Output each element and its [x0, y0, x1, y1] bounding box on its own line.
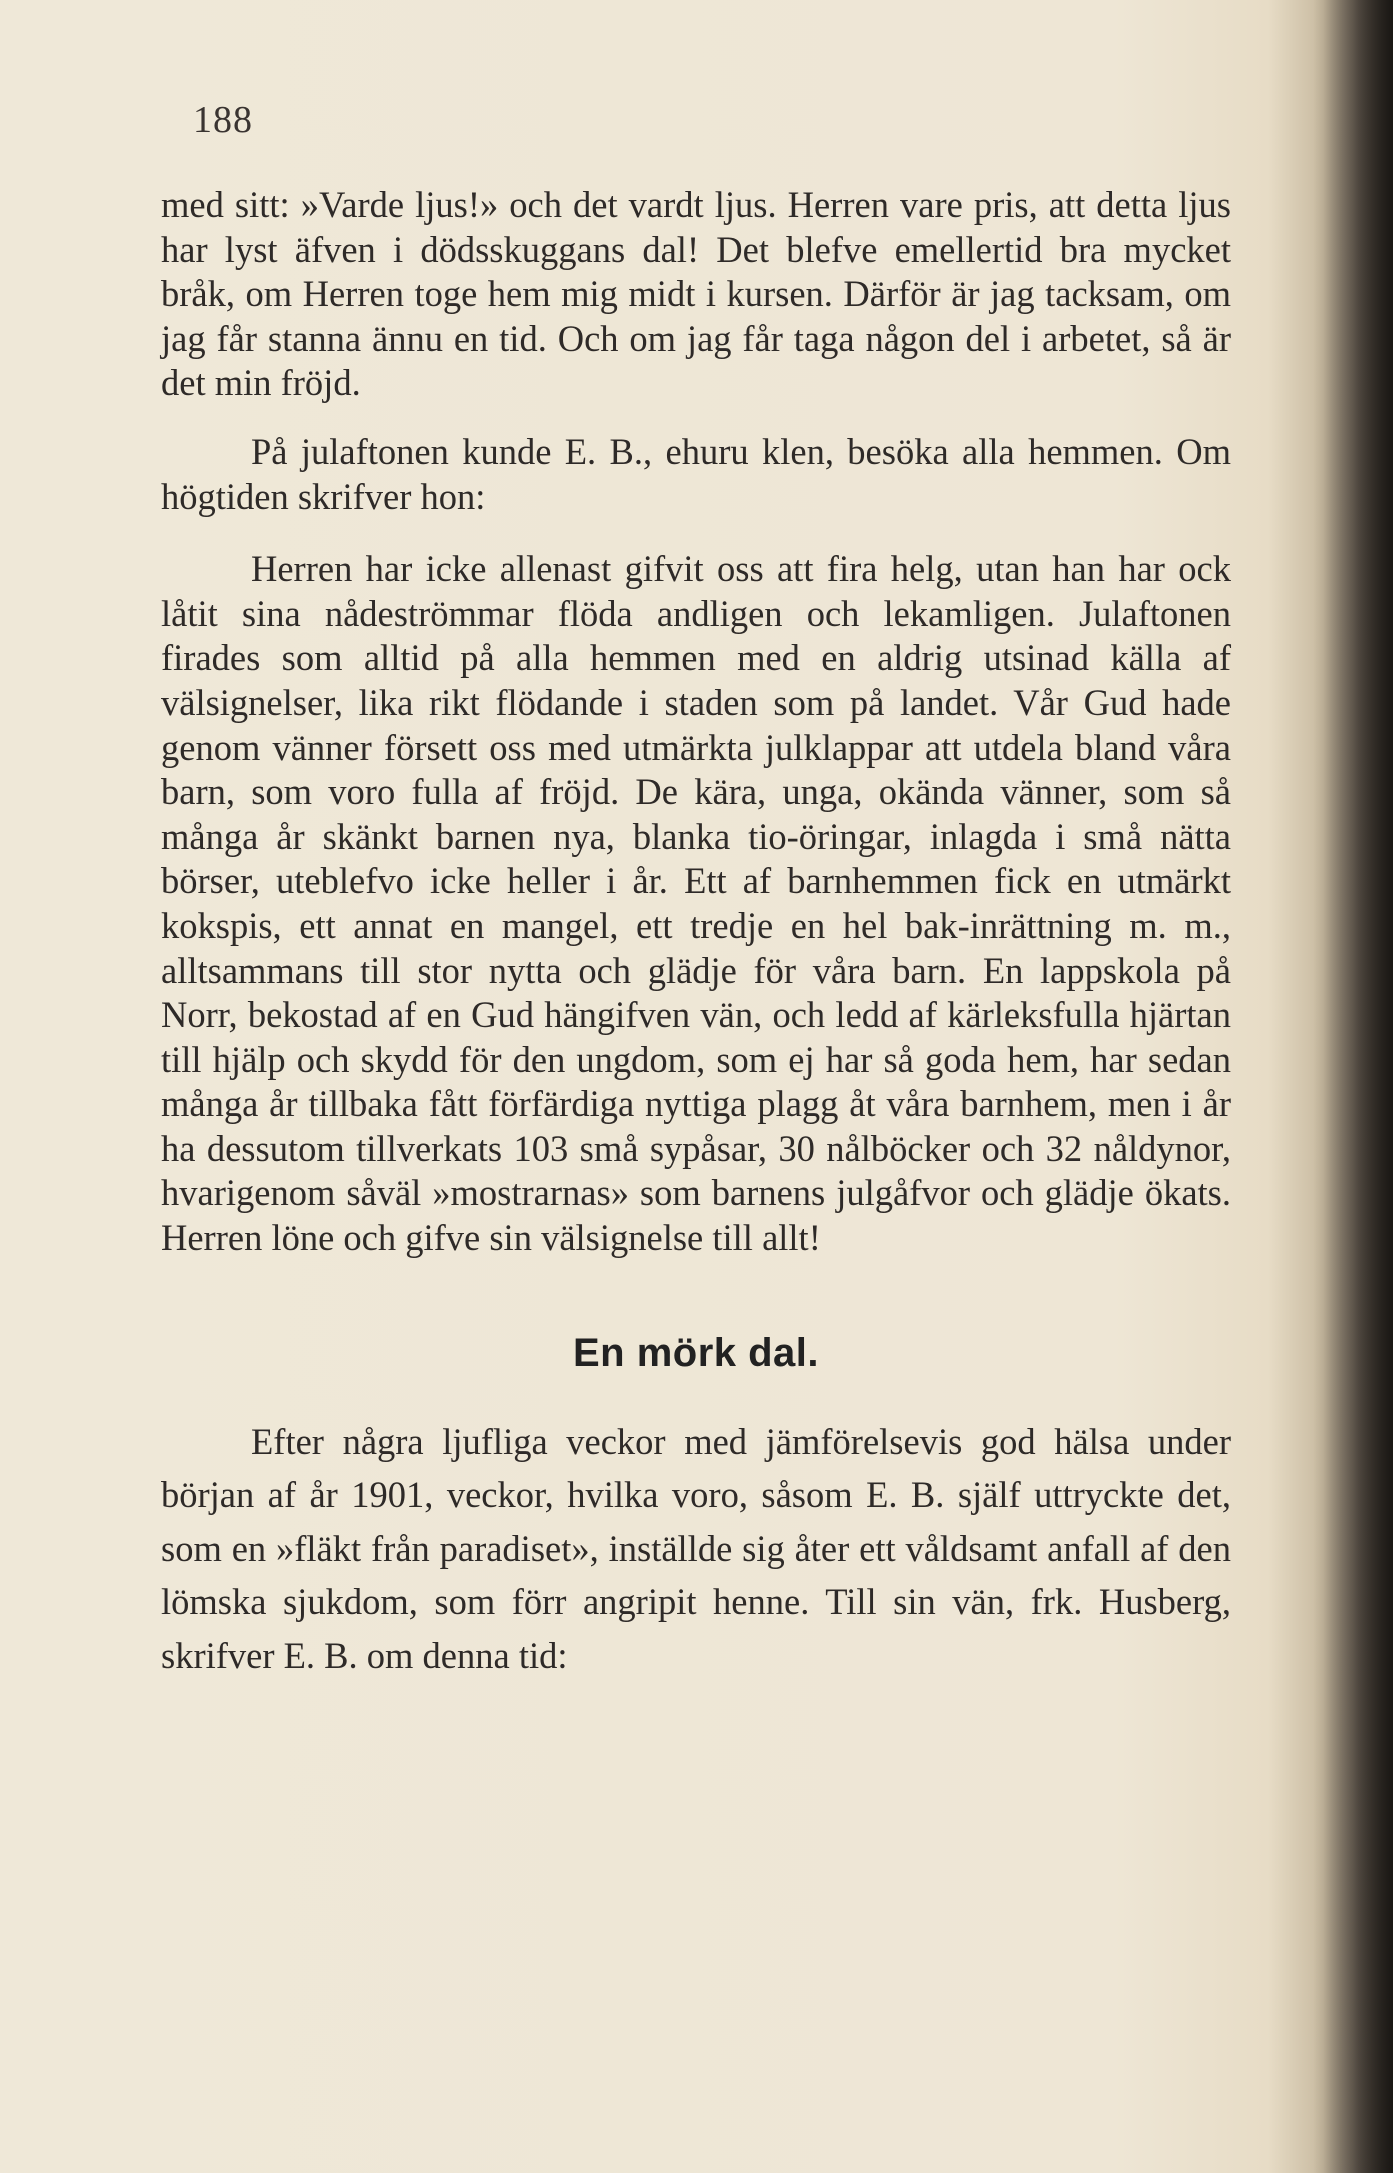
section-body	[161, 1415, 1231, 1683]
paragraph-2: På julaftonen kunde E. B., ehuru klen, besöka alla hemmen. Om högtiden skrifver hon:	[161, 430, 1231, 517]
paragraph-1: med sitt: »Varde ljus!» och det vardt ljus. Herren vare pris, att detta ljus har lyst äfven i dödsskuggans dal! Det blefve emellertid bra mycket bråk, om Herren toge hem mig midt i kursen. Därför är jag tacksam, om jag får stanna ännu en tid. Och om jag får taga någon del i arbetet, så är det min fröjd.	[161, 184, 1231, 404]
paragraph-4: Efter några ljufliga veckor med jämförelsevis god hälsa under början af år 1901, veckor, hvilka voro, såsom E. B. själf uttryckte det, som en »fläkt från paradiset», inställde sig åter ett våldsamt anfall af den lömska sjukdom, som förr angripit henne. Till sin vän, frk. Husberg, skrifver E. B. om denna tid:	[161, 1420, 1231, 1676]
page-number: 188	[193, 99, 253, 141]
page-gutter-shadow	[1313, 0, 1393, 2173]
body-text	[161, 183, 1231, 1682]
section-heading: En mörk dal.	[572, 1330, 820, 1375]
paragraph-3-quote: Herren har icke allenast gifvit oss att fira helg, utan han har ock låtit sina nådeströmmar flöda andligen och lekamligen. Julaftonen firades som alltid på alla hemmen med en aldrig utsinad källa af välsignelser, lika rikt flödande i staden som på landet. Vår Gud hade genom vänner försett oss med utmärkta julklappar att utdela bland våra barn, som voro fulla af fröjd. De kära, unga, okända vänner, som så många år skänkt barnen nya, blanka tio-öringar, inlagda i små nätta börser, uteblefvo icke heller i år. Ett af barnhemmen fick en utmärkt kokspis, ett annat en mangel, ett tredje en hel bak-inrättning m. m., alltsammans till stor nytta och glädje för våra barn. En lappskola på Norr, bekostad af en Gud hängifven vän, och ledd af kärleksfulla hjärtan till hjälp och skydd för den ungdom, som ej har så goda hem, har sedan många år tillbaka fått förfärdiga nyttiga plagg åt våra barnhem, men i år ha dessutom tillverkats 103 små sypåsar, 30 nålböcker och 32 nåldynor, hvarigenom såväl »mostrarnas» som barnens julgåfvor och glädje ökats. Herren löne och gifve sin välsignelse till allt!	[161, 548, 1231, 1259]
